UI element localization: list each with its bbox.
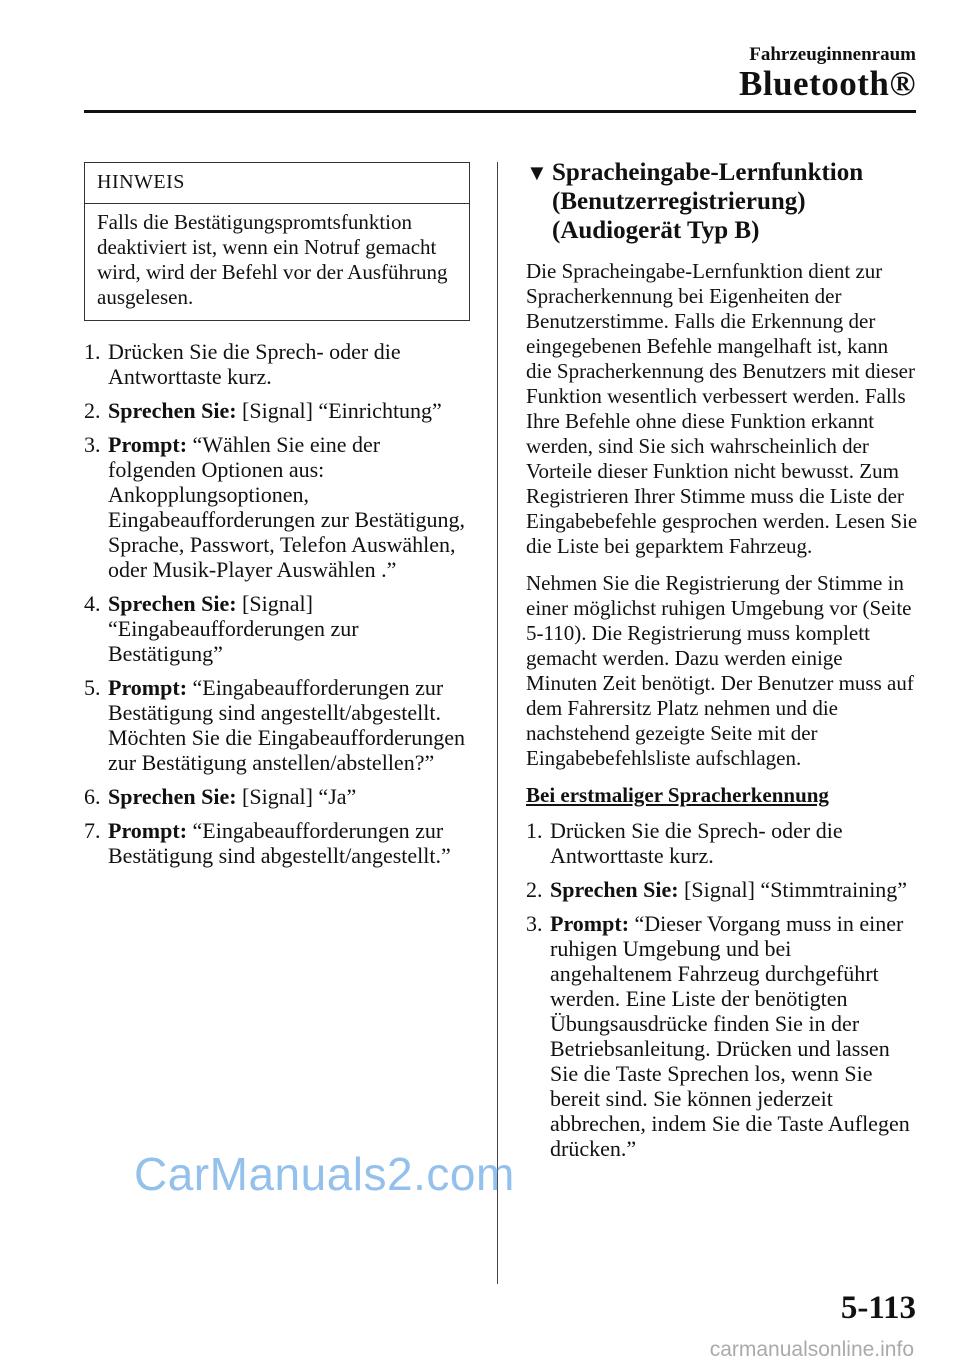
watermark-logo: CarManuals2.com [134,1148,515,1200]
step-number: 3. [526,911,543,936]
step-text: Sprechen Sie: [Signal] “Eingabeaufforderungen zur Bestätigung” [108,591,359,666]
instruction-paragraph: Nehmen Sie die Registrierung der Stimme in einer möglichst ruhigen Umgebung vor (Seite 5-110). Die Registrierung muss komplett gemacht werden. Dazu werden einige Minuten Zeit benötigt. Der Benutzer muss auf dem Fahrersitz Platz nehmen und die nachstehend gezeigte Seite mit der Eingabebefehlsliste aufschlagen. [526,571,914,770]
subheading: Bei erstmaliger Spracherkennung [526,783,829,807]
step-number: 1. [526,818,543,843]
left-step-list [84,339,470,868]
left-column [84,162,470,877]
triangle-marker-icon: ▼ [526,160,548,185]
step-number: 7. [84,818,101,843]
step-number: 1. [84,339,101,364]
section-heading [526,158,918,245]
section-title: Spracheingabe-Lernfunktion (Benutzerregistrierung) (Audiogerät Typ B) [552,159,864,244]
step-item [526,911,918,1161]
step-text: Prompt: “Dieser Vorgang muss in einer ruhigen Umgebung und bei angehaltenem Fahrzeug durchgeführt werden. Eine Liste der benötigten Übungsausdrücke finden Sie in der Betriebsanleitung. Drücken und lassen Sie die Taste Sprechen los, wenn Sie bereit sind. Sie können jederzeit abbrechen, indem Sie die Taste Auflegen drücken.” [550,911,910,1161]
step-item [84,432,470,582]
note-heading: HINWEIS [85,163,469,204]
intro-paragraph: Die Spracheingabe-Lernfunktion dient zur Spracherkennung bei Eigenheiten der Benutzerstimme. Falls die Erkennung der eingegebenen Befehle mangelhaft ist, kann die Spracherkennung des Benutzers mit dieser Funktion wesentlich verbessert werden. Falls Ihre Befehle ohne diese Funktion erkannt werden, sind Sie sich wahrscheinlich der Vorteile dieser Funktion nicht bewusst. Zum Registrieren Ihrer Stimme muss die Liste der Eingabebefehle gesprochen werden. Lesen Sie die Liste bei geparktem Fahrzeug. [526,259,918,558]
step-item [84,784,470,809]
step-number: 2. [84,398,101,423]
chapter-label: Fahrzeuginnenraum [749,44,916,65]
step-number: 5. [84,675,101,700]
site-watermark: carmanualsonline.info [709,1338,914,1361]
step-text: Sprechen Sie: [Signal] “Stimmtraining” [550,877,908,902]
step-item [84,818,470,868]
step-text: Sprechen Sie: [Signal] “Einrichtung” [108,398,442,423]
step-item [84,675,470,775]
step-number: 4. [84,591,101,616]
page-number: 5-113 [840,1290,916,1326]
page-title: Bluetooth® [739,64,916,103]
step-item [84,591,470,666]
step-number: 2. [526,877,543,902]
step-item [526,818,918,868]
step-text: Drücken Sie die Sprech- oder die Antworttaste kurz. [550,818,843,868]
step-item [84,398,470,423]
step-text: Prompt: “Eingabeaufforderungen zur Bestätigung sind angestellt/abgestellt. Möchten Sie die Eingabeaufforderungen zur Bestätigung anstellen/abstellen?” [108,675,465,775]
step-text: Prompt: “Wählen Sie eine der folgenden Optionen aus: Ankopplungsoptionen, Eingabeaufforderungen zur Bestätigung, Sprache, Passwort, Telefon Auswählen, oder Musik-Player Auswählen .” [108,432,465,582]
header-rule [84,110,916,113]
right-step-list [526,818,918,1161]
step-item [84,339,470,389]
column-divider [497,162,498,1284]
step-text: Sprechen Sie: [Signal] “Ja” [108,784,357,809]
step-text: Drücken Sie die Sprech- oder die Antworttaste kurz. [108,339,401,389]
step-text: Prompt: “Eingabeaufforderungen zur Bestätigung sind abgestellt/angestellt.” [108,818,451,868]
step-number: 3. [84,432,101,457]
right-column [526,158,918,1170]
step-item [526,877,918,902]
note-box [84,162,470,321]
step-number: 6. [84,784,101,809]
note-body: Falls die Bestätigungspromtsfunktion deaktiviert ist, wenn ein Notruf gemacht wird, wird der Befehl vor der Ausführung ausgelesen. [97,210,448,309]
